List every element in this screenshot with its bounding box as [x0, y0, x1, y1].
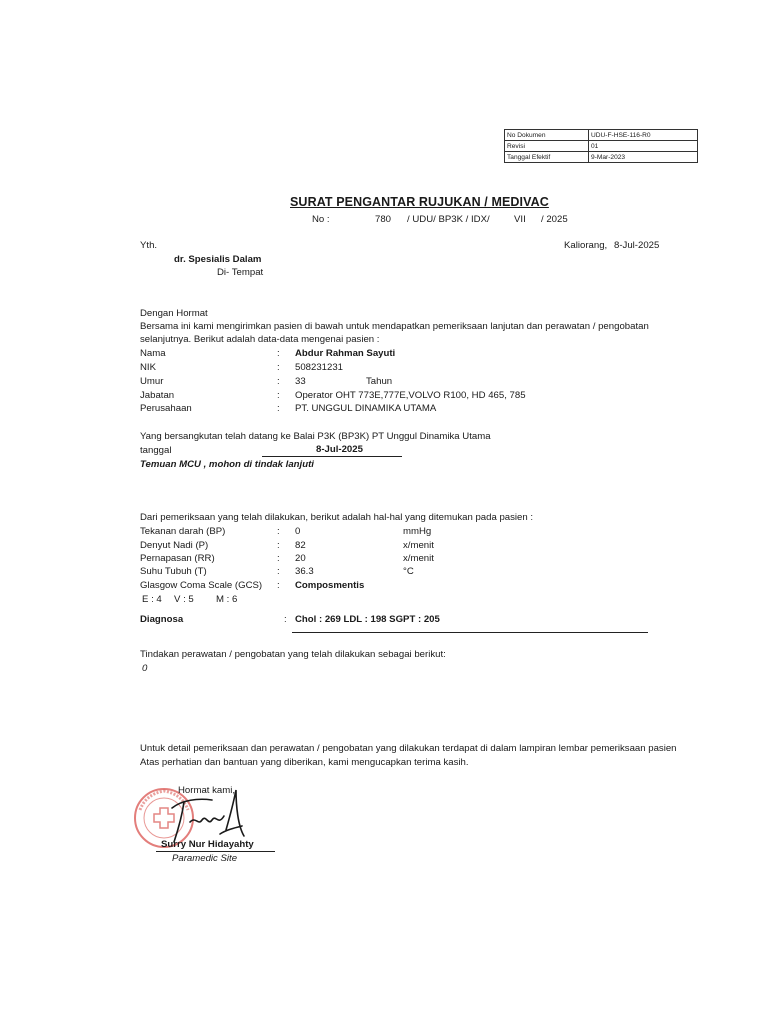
doc-number-label: No Dokumen — [505, 130, 589, 141]
visit-date-value: 8-Jul-2025 — [316, 444, 363, 455]
vital-temp-value: 36.3 — [295, 566, 314, 577]
patient-position-value: Operator OHT 773E,777E,VOLVO R100, HD 465, 785 — [295, 390, 526, 401]
place-label: Kaliorang, — [564, 240, 608, 251]
diagnosis-underline — [292, 632, 648, 633]
colon: : — [277, 362, 280, 373]
table-row — [505, 141, 698, 152]
table-row — [505, 152, 698, 163]
letter-number-month: VII — [514, 214, 526, 225]
effective-date-label: Tanggal Efektif — [505, 152, 589, 163]
colon: : — [277, 580, 280, 591]
exam-intro: Dari pemeriksaan yang telah dilakukan, berikut adalah hal-hal yang ditemukan pada pasien : — [140, 512, 534, 523]
vital-gcs-value: Composmentis — [295, 580, 365, 591]
closing-line-1: Untuk detail pemeriksaan dan perawatan / pengobatan yang dilakukan terdapat di dalam lampiran lembar pemeriksaan pasien — [140, 743, 677, 754]
treatment-value: 0 — [142, 663, 148, 674]
doc-number-value: UDU-F-HSE-116-R0 — [589, 130, 698, 141]
patient-nik-value: 508231231 — [295, 362, 344, 373]
patient-name-value: Abdur Rahman Sayuti — [295, 348, 396, 359]
revision-label: Revisi — [505, 141, 589, 152]
vital-rr-unit: x/menit — [403, 553, 434, 564]
date-underline — [262, 456, 402, 457]
visit-statement: Yang bersangkutan telah datang ke Balai P3K (BP3K) PT Unggul Dinamika Utama — [140, 431, 491, 442]
opening-line-2: selanjutnya. Berikut adalah data-data mengenai pasien : — [140, 334, 380, 345]
colon: : — [277, 553, 280, 564]
treatment-label: Tindakan perawatan / pengobatan yang telah dilakukan sebagai berikut: — [140, 649, 446, 660]
visit-note: Temuan MCU , mohon di tindak lanjuti — [140, 459, 314, 470]
salutation-yth: Yth. — [140, 240, 158, 251]
colon: : — [277, 403, 280, 414]
letter-number-label: No : — [312, 214, 330, 225]
signatory-position: Paramedic Site — [172, 853, 238, 864]
colon: : — [284, 614, 287, 625]
gcs-verbal: V : 5 — [174, 594, 194, 605]
vital-bp-label: Tekanan darah (BP) — [140, 526, 226, 537]
document-control-table — [504, 129, 698, 163]
patient-company-label: Perusahaan — [140, 403, 192, 414]
page-title: SURAT PENGANTAR RUJUKAN / MEDIVAC — [290, 195, 549, 209]
opening-line-1: Bersama ini kami mengirimkan pasien di bawah untuk mendapatkan pemeriksaan lanjutan dan perawatan / pengobatan — [140, 321, 649, 332]
patient-age-unit: Tahun — [366, 376, 393, 387]
letter-date: 8-Jul-2025 — [614, 240, 660, 251]
vital-pulse-label: Denyut Nadi (P) — [140, 540, 209, 551]
recipient-name: dr. Spesialis Dalam — [174, 254, 262, 265]
vital-bp-value: 0 — [295, 526, 301, 537]
regards: Hormat kami, — [178, 785, 236, 796]
patient-nik-label: NIK — [140, 362, 156, 373]
vital-rr-value: 20 — [295, 553, 306, 564]
patient-position-label: Jabatan — [140, 390, 175, 401]
vital-pulse-unit: x/menit — [403, 540, 434, 551]
colon: : — [277, 526, 280, 537]
vital-rr-label: Pernapasan (RR) — [140, 553, 215, 564]
colon: : — [277, 540, 280, 551]
patient-name-label: Nama — [140, 348, 166, 359]
vital-temp-label: Suhu Tubuh (T) — [140, 566, 207, 577]
signatory-name: Surry Nur Hidayahty — [161, 839, 254, 850]
closing-line-2: Atas perhatian dan bantuan yang diberikan, kami mengucapkan terima kasih. — [140, 757, 469, 768]
vital-bp-unit: mmHg — [403, 526, 432, 537]
patient-company-value: PT. UNGGUL DINAMIKA UTAMA — [295, 403, 437, 414]
letter-number-mid: / UDU/ BP3K / IDX/ — [407, 214, 490, 225]
recipient-location: Di- Tempat — [217, 267, 264, 278]
patient-age-label: Umur — [140, 376, 164, 387]
colon: : — [277, 348, 280, 359]
revision-value: 01 — [589, 141, 698, 152]
colon: : — [277, 390, 280, 401]
effective-date-value: 9-Mar-2023 — [589, 152, 698, 163]
signature-underline — [156, 851, 275, 852]
colon: : — [277, 376, 280, 387]
visit-date-label: tanggal — [140, 445, 172, 456]
diagnosis-value: Chol : 269 LDL : 198 SGPT : 205 — [295, 614, 440, 625]
colon: : — [277, 566, 280, 577]
gcs-motor: M : 6 — [216, 594, 238, 605]
greeting: Dengan Hormat — [140, 308, 208, 319]
diagnosis-label: Diagnosa — [140, 614, 184, 625]
vital-temp-unit: °C — [403, 566, 414, 577]
letter-number-value: 780 — [375, 214, 392, 225]
vital-pulse-value: 82 — [295, 540, 306, 551]
patient-age-value: 33 — [295, 376, 306, 387]
gcs-eye: E : 4 — [142, 594, 162, 605]
table-row — [505, 130, 698, 141]
vital-gcs-label: Glasgow Coma Scale (GCS) — [140, 580, 263, 591]
letter-number-year: / 2025 — [541, 214, 568, 225]
